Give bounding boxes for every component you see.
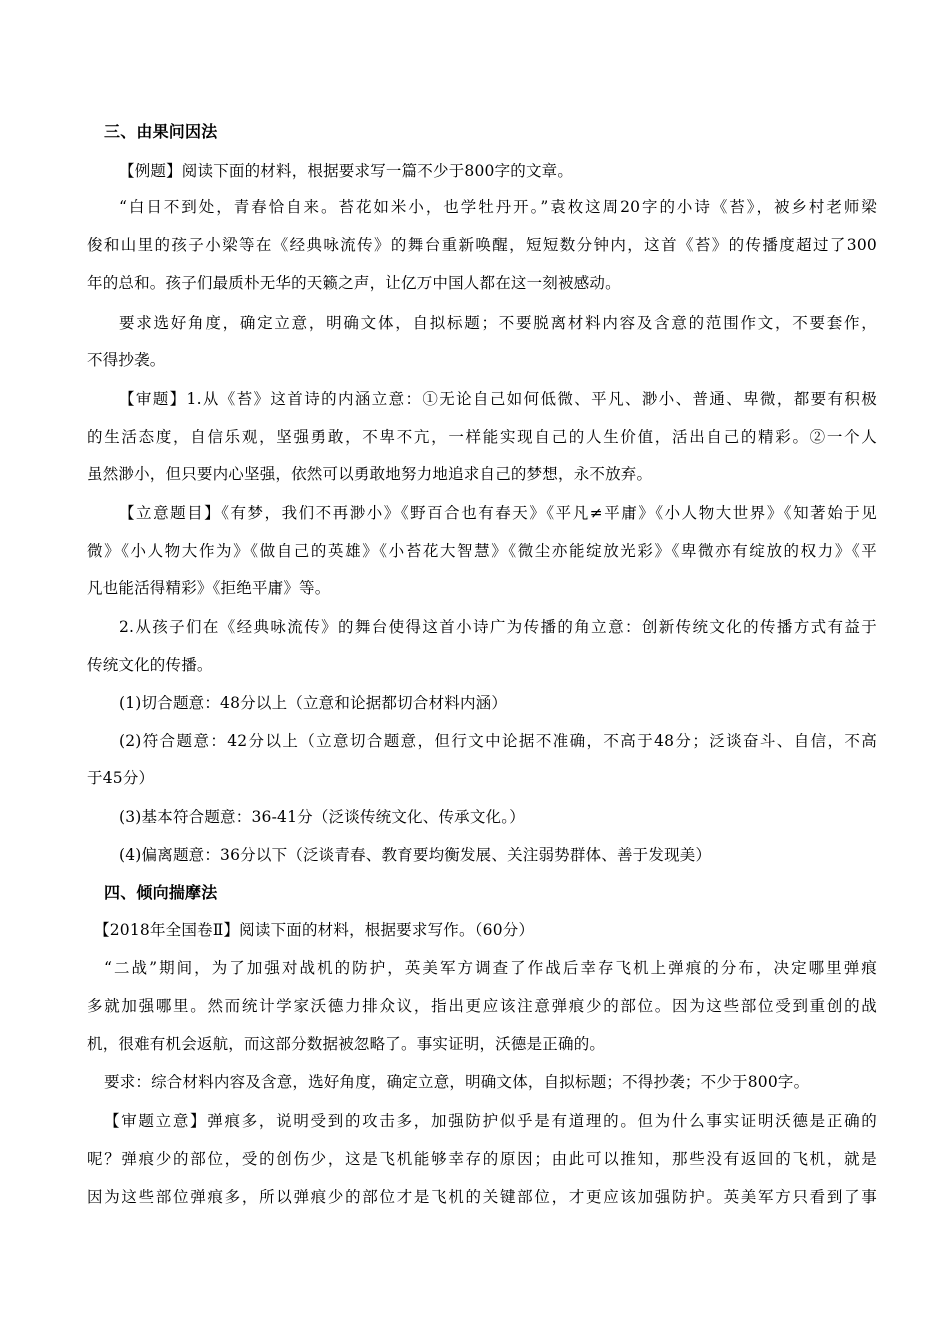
requirement-line-2: 不得抄袭。 — [87, 351, 166, 369]
titles-line-1: 【立意题目】《有梦，我们不再渺小》《野百合也有春天》《平凡≠平庸》《小人物大世界》《知著始于见 — [119, 504, 877, 522]
war-material-line-1: “二战”期间，为了加强对战机的防护，英美军方调查了作战后幸存飞机上弹痕的分布，决定哪里弹痕 — [104, 959, 877, 977]
exam-source: 【2018年全国卷Ⅱ】阅读下面的材料，根据要求写作。（60分） — [94, 921, 535, 939]
titles-line-3: 凡也能活得精彩》《拒绝平庸》等。 — [87, 579, 331, 597]
grade-2: (2)符合题意：42分以上（立意切合题意，但行文中论据不准确，不高于48分；泛谈奋斗、自信，不高 — [119, 732, 877, 750]
material-line-1: “白日不到处，青春恰自来。苔花如米小，也学牡丹开。”袁枚这周20字的小诗《苔》，被乡村老师梁 — [119, 198, 877, 216]
section-heading-3: 三、由果问因法 — [104, 122, 218, 141]
analysis-line-1: 【审题】1.从《苔》这首诗的内涵立意：①无论自己如何低微、平凡、渺小、普通、卑微，都要有积极 — [119, 390, 877, 408]
war-analysis-line-1: 【审题立意】弹痕多，说明受到的攻击多，加强防护似乎是有道理的。但为什么事实证明沃德是正确的 — [104, 1112, 877, 1130]
war-requirement: 要求：综合材料内容及含意，选好角度，确定立意，明确文体，自拟标题；不得抄袭；不少于800字。 — [104, 1073, 810, 1091]
requirement-line-1: 要求选好角度，确定立意，明确文体，自拟标题；不要脱离材料内容及含意的范围作文，不要套作， — [119, 314, 877, 332]
material-line-3: 年的总和。孩子们最质朴无华的天籁之声，让亿万中国人都在这一刻被感动。 — [87, 274, 621, 292]
point2-line-2: 传统文化的传播。 — [87, 656, 213, 674]
grade-2-cont: 于45分） — [87, 769, 155, 787]
grade-1: (1)切合题意：48分以上（立意和论据都切合材料内涵） — [119, 694, 508, 712]
analysis-line-2: 的生活态度，自信乐观，坚强勇敢，不卑不亢，一样能实现自己的人生价值，活出自己的精彩。②一个人 — [87, 428, 877, 446]
material-line-2: 俊和山里的孩子小梁等在《经典咏流传》的舞台重新唤醒，短短数分钟内，这首《苔》的传播度超过了300 — [87, 236, 877, 254]
war-material-line-2: 多就加强哪里。然而统计学家沃德力排众议，指出更应该注意弹痕少的部位。因为这些部位受到重创的战 — [87, 997, 877, 1015]
point2-line-1: 2.从孩子们在《经典咏流传》的舞台使得这首小诗广为传播的角立意：创新传统文化的传播方式有益于 — [119, 618, 877, 636]
war-analysis-line-2: 呢？弹痕少的部位，受的创伤少，这是飞机能够幸存的原因；由此可以推知，那些没有返回的飞机，就是 — [87, 1150, 877, 1168]
war-analysis-line-3: 因为这些部位弹痕多，所以弹痕少的部位才是飞机的关键部位，才更应该加强防护。英美军方只看到了事 — [87, 1188, 877, 1206]
section-heading-4: 四、倾向揣摩法 — [104, 883, 218, 902]
grade-4: (4)偏离题意：36分以下（泛谈青春、教育要均衡发展、关注弱势群体、善于发现美） — [119, 846, 712, 864]
analysis-line-3: 虽然渺小，但只要内心坚强，依然可以勇敢地努力地追求自己的梦想，永不放弃。 — [87, 465, 653, 483]
example-prompt: 【例题】阅读下面的材料，根据要求写一篇不少于800字的文章。 — [119, 162, 574, 180]
titles-line-2: 微》《小人物大作为》《做自己的英雄》《小苔花大智慧》《微尘亦能绽放光彩》《卑微亦有绽放的权力》《平 — [87, 542, 877, 560]
grade-3: (3)基本符合题意：36-41分（泛谈传统文化、传承文化。） — [119, 808, 525, 826]
war-material-line-3: 机，很难有机会返航，而这部分数据被忽略了。事实证明，沃德是正确的。 — [87, 1035, 606, 1053]
